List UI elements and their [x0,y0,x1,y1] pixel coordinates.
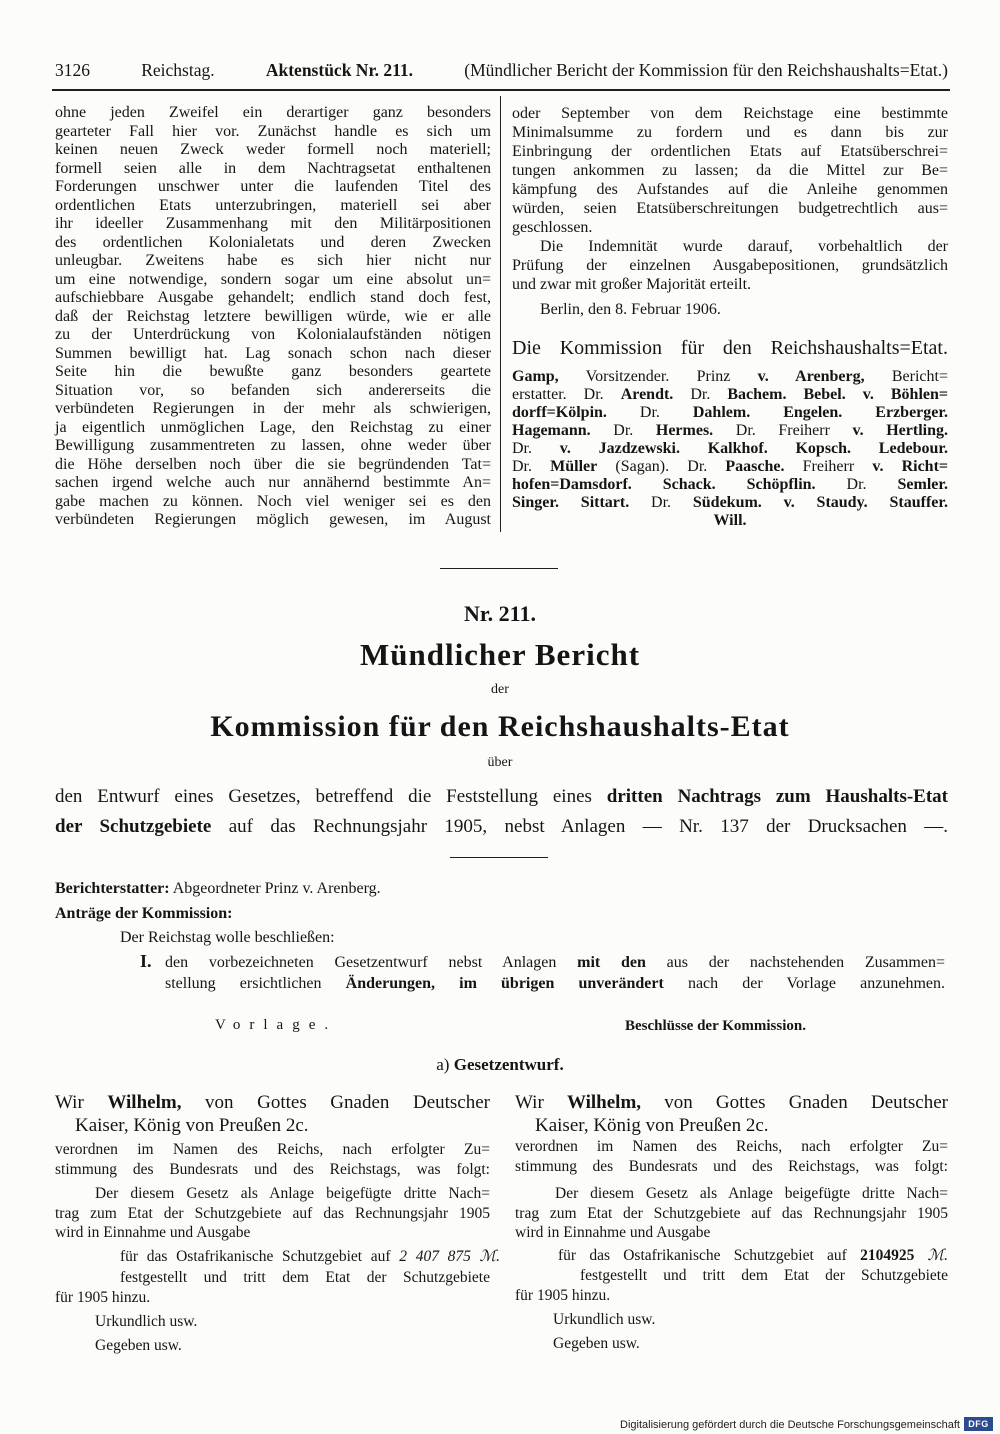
emphasized-text: 2104925 [860,1247,915,1264]
emphasized-text: Dahlem. Engelen. Erzberger. [692,404,948,421]
emphasized-text: mit den [577,954,646,971]
text-run: 2 407 875 ℳ. [399,1248,501,1265]
text-run: Freiherr [784,458,873,475]
text-run: erstatter. Dr. [512,386,621,403]
text-run: Bericht= [864,368,948,385]
text-line: ihr ideeller Zusammenhang mit den Militärpositionen [55,215,491,232]
page-number: 3126 [55,60,90,80]
text-line: Die Indemnität wurde darauf, vorbehaltlich der [540,238,948,255]
text-run: nach der Vorlage anzunehmen. [663,975,945,992]
members-line [512,368,948,386]
rapporteur-name: Abgeordneter Prinz v. Arenberg. [172,880,381,897]
motion-line [165,952,945,973]
article-line: trag zum Etat der Schutzgebiete auf das Rechnungsjahr 1905 [515,1204,948,1222]
emphasized-text: Wilhelm, [107,1092,182,1113]
formula [553,1308,853,1356]
motions-intro: Der Reichstag wolle beschließen: [120,929,335,946]
emphasized-text: Semler. [897,476,949,493]
formula-line: Gegeben usw. [553,1335,640,1352]
column-heading-committee-resolution: Beschlüsse der Kommission. [625,1018,806,1034]
text-line: und zwar mit großer Majorität erteilt. [512,276,752,293]
committee-members [512,368,948,530]
text-line: ja eigentlich unmöglichen Lage, den Reichstag zu einer [55,418,491,436]
preamble [55,1140,490,1179]
emphasized-text: dritten Nachtrags zum Haushalts-Etat [606,786,948,807]
title-connector: über [487,755,513,770]
section-title: Gesetzentwurf. [453,1055,564,1074]
article-line: wird in Einnahme und Ausgabe [55,1224,251,1241]
proclamation-line [515,1091,948,1114]
text-run: für das Ostafrikanische Schutzgebiet auf [558,1247,861,1264]
title-connector: der [491,682,509,697]
place-date: Berlin, den 8. Februar 1906. [540,300,721,318]
text-run: auf das Rechnungsjahr 1905, nebst Anlagen — Nr. 137 der Drucksachen —. [211,816,948,837]
right-column-paragraph [512,104,948,237]
article-text [515,1184,948,1243]
emphasized-text: Singer. Sittart. [512,494,630,511]
text-run: Dr. [590,422,656,439]
running-title: (Mündlicher Bericht der Kommission für den Reichshaushalts=Etat.) [464,60,948,80]
text-run: (Sagan). Dr. [597,458,726,475]
amount-text [558,1246,948,1266]
text-run: den Entwurf eines Gesetzes, betreffend die Feststellung eines [55,786,607,807]
motion-text [165,952,945,994]
text-line: daß der Reichstag letztere bewilligen würde, wie er alle [55,307,491,325]
text-line: Bewilligung zusammentreten zu lassen, ohne weder über [55,437,491,454]
text-run: stellung ersichtlichen [165,975,346,992]
text-line: um eine notwendige, sondern sogar um eine absolut un= [55,270,491,288]
emphasized-text: hofen=Damsdorf. Schack. Schöpflin. [512,476,816,493]
motion-number: I. [140,951,152,971]
article-line: Der diesem Gesetz als Anlage beigefügte dritte Nach= [555,1185,948,1202]
text-line: die Höhe derselben noch über die sie begründenden Tat= [55,455,491,473]
emphasized-text: Will. [713,512,747,529]
members-line [512,458,948,476]
emphasized-text: Südekum. v. Staudy. Stauffer. [692,494,949,511]
proclamation-line: Kaiser, König von Preußen 2c. [535,1115,769,1136]
closing-clause [55,1268,490,1307]
amount-line [558,1246,948,1266]
document-subject [55,782,948,842]
text-line: formell seien alle in dem Nachtragsetat enthaltenen [55,159,491,177]
emphasized-text: Änderungen, im übrigen unverändert [345,975,664,992]
header-rule [52,89,950,91]
committee-title: Kommission für den Reichshaushalts-Etat [210,710,790,743]
signatory-committee: Die Kommission für den Reichshaushalts=Etat. [512,337,948,359]
document-reference: Aktenstück Nr. 211. [265,60,414,80]
formula [95,1310,395,1358]
preamble [515,1137,948,1176]
text-run: Dr. [629,494,693,511]
text-run: Dr. [512,458,551,475]
emphasized-text: Bachem. Bebel. v. Böhlen= [727,386,949,403]
proclamation [515,1091,948,1137]
clause-line: festgestellt und tritt dem Etat der Schutzgebiete [580,1267,948,1284]
emphasized-text: v. Arenberg, [757,368,865,385]
emphasized-text: v. Richt= [872,458,949,475]
section-heading [0,1054,1000,1076]
article-line: Der diesem Gesetz als Anlage beigefügte dritte Nach= [95,1185,490,1202]
article-text [55,1184,490,1243]
section-separator [440,568,558,569]
motion-line [165,973,945,994]
preamble-line: stimmung des Bundesrats und des Reichstags, was folgt: [515,1157,948,1175]
text-line: zu der Unterdrückung von Kolonialaufständen nötigen [55,326,491,343]
right-column-paragraph [512,237,948,294]
text-line: ordentlichen Etats unterzubringen, materiell sei aber [55,196,491,214]
formula-line: Urkundlich usw. [553,1311,656,1328]
emphasized-text: der Schutzgebiete [55,816,212,837]
text-run: Dr. [606,404,693,421]
members-line [512,476,948,494]
text-line: Summen bewilligt hat. Lag sonach schon nach dieser [55,344,491,362]
text-run: von Gottes Gnaden Deutscher [641,1092,948,1113]
members-line [512,494,948,512]
running-header [55,58,948,82]
emphasized-text: Hagemann. [512,422,591,439]
amount-line [120,1247,500,1267]
dfg-logo: DFG [964,1417,993,1431]
clause-line: festgestellt und tritt dem Etat der Schutzgebiete [120,1269,490,1286]
text-run: für das Ostafrikanische Schutzgebiet auf [120,1248,400,1265]
text-run: Vorsitzender. Prinz [558,368,758,385]
emphasized-text: Gamp, [512,368,559,385]
clause-line: für 1905 hinzu. [55,1288,151,1306]
preamble-line: verordnen im Namen des Reichs, nach erfolgter Zu= [55,1141,490,1158]
column-divider [500,96,501,532]
preamble-line: verordnen im Namen des Reichs, nach erfolgter Zu= [515,1138,948,1155]
proclamation-line [55,1091,490,1114]
motions-heading: Anträge der Kommission: [55,905,233,922]
rapporteur-label: Berichterstatter: [55,880,170,897]
digitization-credit: Digitalisierung gefördert durch die Deutsche Forschungsgemeinschaft [620,1419,960,1431]
text-line: sachen irgend welche auch nur annähernd bestimmte An= [55,474,491,491]
text-line: tungen ankommen zu lassen; da die Mittel zur Be= [512,162,948,179]
subject-line [55,812,948,842]
text-line: verbündeten Regierungen möglich gewesen, im August [55,511,491,528]
text-line: des ordentlichen Kolonialetats und deren Zwecken [55,233,491,251]
text-line: unleugbar. Zweitens habe es sich hier nicht nur [55,252,491,269]
text-line: Minimalsumme zu fordern und es dann bis zur [512,124,948,141]
section-separator [450,857,548,858]
article-line: trag zum Etat der Schutzgebiete auf das Rechnungsjahr 1905 [55,1204,490,1222]
amount-text [120,1247,500,1267]
subject-line [55,782,948,812]
document-number: Nr. 211. [464,601,536,626]
emphasized-text: Müller [550,458,598,475]
proclamation-line: Kaiser, König von Preußen 2c. [75,1115,309,1136]
text-run: Wir [515,1092,567,1113]
article-line: wird in Einnahme und Ausgabe [515,1224,711,1241]
emphasized-text: Hermes. [655,422,714,439]
emphasized-text: v. Hertling. [852,422,948,439]
column-heading-original-bill: Vorlage. [215,1017,338,1033]
text-line: verbündeten Regierungen in der mehr als schwierigen, [55,400,491,417]
emphasized-text: Wilhelm, [566,1092,642,1113]
members-line [512,512,948,530]
members-line [512,404,948,422]
clause-line: für 1905 hinzu. [515,1286,611,1304]
members-line [512,386,948,404]
text-run: von Gottes Gnaden Deutscher [181,1092,491,1113]
formula-line: Gegeben usw. [95,1337,182,1354]
text-line: gabe machen zu können. Noch viel weniger sei es den [55,492,491,510]
text-line: aufschiebbare Ausgabe gehandelt; endlich stand doch fest, [55,289,491,306]
text-line: keinen neuen Zweck weder formell noch materiell; [55,141,491,158]
text-run: Wir [55,1092,108,1113]
text-run: ℳ. [914,1247,949,1264]
text-line: Forderungen unschwer unter die laufenden Titel des [55,178,491,195]
document-title: Mündlicher Bericht [359,637,641,672]
text-line: Seite hin die bewußte ganz besonders geartete [55,363,491,380]
emphasized-text: Arendt. [620,386,674,403]
publication-name: Reichstag. [141,60,215,80]
preamble-line: stimmung des Bundesrats und des Reichstags, was folgt: [55,1160,490,1178]
text-run: Dr. [512,440,560,457]
members-line [512,440,948,458]
left-column-text [55,104,491,530]
emphasized-text: v. Jazdzewski. Kalkhof. Kopsch. Ledebour. [559,440,949,457]
text-line: Einbringung der ordentlichen Etats auf Etatsüberschrei= [512,143,948,160]
members-line [512,422,948,440]
text-line: oder September von dem Reichstage eine bestimmte [512,105,948,122]
text-line: kämpfung des Aufstandes auf die Anleihe genommen [512,181,948,198]
text-run: den vorbezeichneten Gesetzentwurf nebst Anlagen [165,954,578,971]
text-run: Dr. [673,386,728,403]
text-line: würden, seien Etatsüberschreitungen budgetrechtlich aus= [512,200,948,217]
formula-line: Urkundlich usw. [95,1313,198,1330]
section-label: a) [436,1055,450,1074]
proclamation [55,1091,490,1137]
text-line: geschlossen. [512,219,593,236]
text-run: Dr. Freiherr [713,422,853,439]
text-line: ohne jeden Zweifel ein derartiger ganz besonders [55,104,491,121]
text-line: Situation vor, so befanden sich andererseits die [55,381,491,399]
text-line: Prüfung der einzelnen Ausgabepositionen, grundsätzlich [512,257,948,274]
closing-clause [515,1266,948,1305]
emphasized-text: dorff=Kölpin. [512,404,607,421]
emphasized-text: Paasche. [725,458,785,475]
text-line: gearteter Fall hier vor. Zunächst handle es sich um [55,122,491,140]
text-run: Dr. [815,476,898,493]
text-run: aus der nachstehenden Zusammen= [645,954,945,971]
rapporteur-line [55,879,381,898]
